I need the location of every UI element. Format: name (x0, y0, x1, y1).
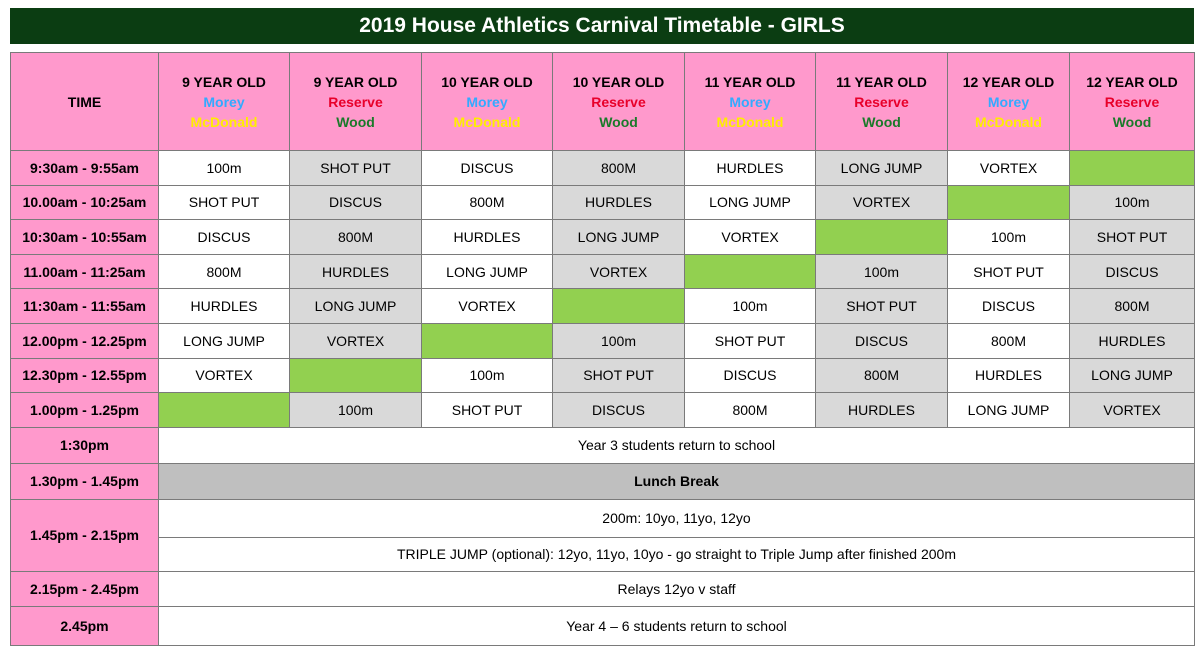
table-row (11, 358, 1195, 393)
table-row (11, 393, 1195, 428)
event-cell: DISCUS (159, 220, 290, 255)
house-label: McDonald (975, 113, 1042, 130)
event-cell: 100m (159, 151, 290, 186)
house-label: McDonald (453, 113, 521, 130)
event-cell: 800M (685, 393, 816, 428)
free-slot-cell (159, 393, 290, 428)
event-cell: HURDLES (159, 289, 290, 324)
event-cell: LONG JUMP (553, 220, 685, 255)
event-cell: VORTEX (290, 323, 422, 358)
column-header (290, 53, 422, 151)
time-cell: 12.30pm - 12.55pm (11, 358, 159, 393)
table-row (11, 254, 1195, 289)
event-cell: 100m (816, 254, 948, 289)
event-cell: HURDLES (553, 185, 685, 220)
time-cell: 1:30pm (11, 427, 159, 463)
event-cell: VORTEX (422, 289, 553, 324)
event-cell: 800M (1070, 289, 1195, 324)
event-cell: LONG JUMP (816, 151, 948, 186)
age-group-label: 11 YEAR OLD (704, 73, 796, 90)
table-row (11, 289, 1195, 324)
event-cell: HURDLES (1070, 323, 1195, 358)
event-cell: LONG JUMP (159, 323, 290, 358)
event-cell: DISCUS (816, 323, 948, 358)
event-cell: 800M (816, 358, 948, 393)
schedule-note: 200m: 10yo, 11yo, 12yo (159, 499, 1195, 537)
table-row (11, 220, 1195, 255)
house-label: Morey (466, 93, 508, 110)
event-cell: LONG JUMP (1070, 358, 1195, 393)
house-label: Wood (1112, 113, 1152, 130)
event-cell: DISCUS (553, 393, 685, 428)
event-cell: 100m (553, 323, 685, 358)
page-title: 2019 House Athletics Carnival Timetable - GIRLS (10, 8, 1194, 44)
event-cell: VORTEX (685, 220, 816, 255)
time-cell: 2.15pm - 2.45pm (11, 571, 159, 606)
free-slot-cell (685, 254, 816, 289)
event-cell: 100m (948, 220, 1070, 255)
event-cell: DISCUS (948, 289, 1070, 324)
age-group-label: 11 YEAR OLD (836, 73, 927, 90)
event-cell: SHOT PUT (948, 254, 1070, 289)
event-cell: DISCUS (290, 185, 422, 220)
event-cell: 100m (1070, 185, 1195, 220)
event-cell: 100m (685, 289, 816, 324)
schedule-note: Year 3 students return to school (159, 427, 1195, 463)
house-label: Wood (336, 113, 375, 130)
event-cell: SHOT PUT (685, 323, 816, 358)
time-cell: 1.45pm - 2.15pm (11, 499, 159, 571)
time-cell: 11.00am - 11:25am (11, 254, 159, 289)
age-group-label: 12 YEAR OLD (1086, 73, 1178, 90)
time-cell: 10:30am - 10:55am (11, 220, 159, 255)
house-label: Reserve (1104, 93, 1160, 110)
table-row (11, 185, 1195, 220)
event-cell: SHOT PUT (1070, 220, 1195, 255)
event-cell: HURDLES (290, 254, 422, 289)
event-cell: 800M (422, 185, 553, 220)
event-cell: HURDLES (948, 358, 1070, 393)
age-group-label: 9 YEAR OLD (182, 73, 266, 90)
event-cell: VORTEX (1070, 393, 1195, 428)
event-cell: 100m (290, 393, 422, 428)
event-cell: 800M (290, 220, 422, 255)
house-label: Morey (203, 93, 245, 110)
column-header (1070, 53, 1195, 151)
time-cell: 1.30pm - 1.45pm (11, 463, 159, 499)
schedule-note: Year 4 – 6 students return to school (159, 606, 1195, 645)
free-slot-cell (290, 358, 422, 393)
free-slot-cell (422, 323, 553, 358)
event-cell: 100m (422, 358, 553, 393)
table-row (11, 323, 1195, 358)
age-group-label: 9 YEAR OLD (313, 73, 398, 90)
age-group-label: 12 YEAR OLD (962, 73, 1055, 90)
event-cell: LONG JUMP (685, 185, 816, 220)
lunch-break-row: Lunch Break (159, 463, 1195, 499)
time-column-header: TIME (11, 53, 159, 151)
schedule-note: Relays 12yo v staff (159, 571, 1195, 606)
event-cell: VORTEX (816, 185, 948, 220)
free-slot-cell (948, 185, 1070, 220)
timetable (10, 52, 1195, 646)
event-cell: LONG JUMP (422, 254, 553, 289)
column-header (553, 53, 685, 151)
house-label: Reserve (591, 93, 646, 110)
event-cell: 800M (159, 254, 290, 289)
house-label: Wood (599, 113, 638, 130)
free-slot-cell (816, 220, 948, 255)
event-cell: SHOT PUT (159, 185, 290, 220)
schedule-note: TRIPLE JUMP (optional): 12yo, 11yo, 10yo - go straight to Triple Jump after finished 200m (159, 537, 1195, 571)
event-cell: LONG JUMP (948, 393, 1070, 428)
table-row (11, 151, 1195, 186)
time-cell: 10.00am - 10:25am (11, 185, 159, 220)
time-cell: 1.00pm - 1.25pm (11, 393, 159, 428)
free-slot-cell (553, 289, 685, 324)
column-header (685, 53, 816, 151)
time-cell: 11:30am - 11:55am (11, 289, 159, 324)
event-cell: DISCUS (685, 358, 816, 393)
event-cell: 800M (553, 151, 685, 186)
event-cell: VORTEX (948, 151, 1070, 186)
time-cell: 2.45pm (11, 606, 159, 645)
house-label: Reserve (328, 93, 383, 110)
event-cell: SHOT PUT (290, 151, 422, 186)
event-cell: DISCUS (1070, 254, 1195, 289)
house-label: Wood (862, 113, 901, 130)
event-cell: 800M (948, 323, 1070, 358)
age-group-label: 10 YEAR OLD (572, 73, 665, 90)
event-cell: SHOT PUT (816, 289, 948, 324)
event-cell: HURDLES (685, 151, 816, 186)
house-label: McDonald (716, 113, 784, 130)
free-slot-cell (1070, 151, 1195, 186)
event-cell: VORTEX (553, 254, 685, 289)
column-header (422, 53, 553, 151)
event-cell: SHOT PUT (422, 393, 553, 428)
event-cell: SHOT PUT (553, 358, 685, 393)
event-cell: LONG JUMP (290, 289, 422, 324)
event-cell: HURDLES (816, 393, 948, 428)
house-label: Morey (729, 93, 771, 110)
house-label: Reserve (854, 93, 909, 110)
column-header (816, 53, 948, 151)
house-label: Morey (987, 93, 1030, 110)
event-cell: DISCUS (422, 151, 553, 186)
event-cell: VORTEX (159, 358, 290, 393)
column-header (159, 53, 290, 151)
event-cell: HURDLES (422, 220, 553, 255)
time-cell: 12.00pm - 12.25pm (11, 323, 159, 358)
time-cell: 9:30am - 9:55am (11, 151, 159, 186)
column-header (948, 53, 1070, 151)
house-label: McDonald (190, 113, 258, 130)
age-group-label: 10 YEAR OLD (441, 73, 533, 90)
